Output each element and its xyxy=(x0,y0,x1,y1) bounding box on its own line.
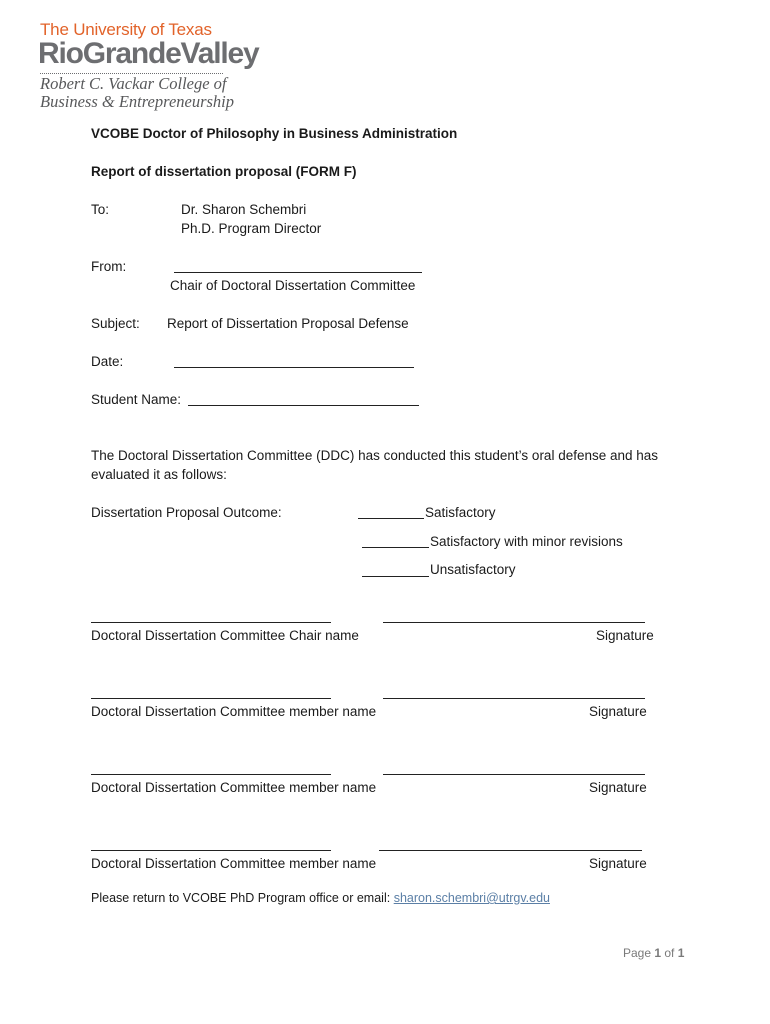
form-subtitle: Report of dissertation proposal (FORM F) xyxy=(91,164,357,179)
page-number xyxy=(623,946,684,960)
chair-signature-line[interactable] xyxy=(383,622,645,623)
logo-college-line1: Robert C. Vackar College of xyxy=(40,74,227,93)
outcome-minor-revisions-blank[interactable] xyxy=(362,547,429,548)
outcome-unsatisfactory-blank[interactable] xyxy=(362,576,429,577)
member1-name-line[interactable] xyxy=(91,698,331,699)
outcome-label: Dissertation Proposal Outcome: xyxy=(91,505,282,520)
member2-name-label: Doctoral Dissertation Committee member name xyxy=(91,780,377,795)
from-label: From: xyxy=(91,259,127,274)
member2-signature-line[interactable] xyxy=(383,774,645,775)
member3-name-line[interactable] xyxy=(91,850,331,851)
email-link[interactable]: sharon.schembri@utrgv.edu xyxy=(393,891,550,905)
paragraph-line2: evaluated it as follows: xyxy=(91,467,227,482)
member1-signature-label: Signature xyxy=(589,704,647,719)
return-note-text: Please return to VCOBE PhD Program office or email: xyxy=(91,891,394,905)
return-note xyxy=(91,891,550,905)
logo-university-text: The University of Texas xyxy=(40,20,212,39)
student-name-field-line[interactable] xyxy=(188,405,419,406)
member3-name-label: Doctoral Dissertation Committee member name xyxy=(91,856,377,871)
page-title: VCOBE Doctor of Philosophy in Business Administration xyxy=(91,126,458,141)
logo-campus-text: RioGrandeValley xyxy=(38,37,259,70)
to-name: Dr. Sharon Schembri xyxy=(181,202,307,217)
member1-signature-line[interactable] xyxy=(383,698,645,699)
outcome-option-satisfactory: Satisfactory xyxy=(425,505,496,520)
member1-name-label: Doctoral Dissertation Committee member name xyxy=(91,704,377,719)
chair-name-label: Doctoral Dissertation Committee Chair name xyxy=(91,628,359,643)
from-caption: Chair of Doctoral Dissertation Committee xyxy=(170,278,416,293)
to-label: To: xyxy=(91,202,110,217)
member3-signature-label: Signature xyxy=(589,856,647,871)
subject-label: Subject: xyxy=(91,316,140,331)
date-field-line[interactable] xyxy=(174,367,414,368)
outcome-satisfactory-blank[interactable] xyxy=(358,518,424,519)
student-name-label: Student Name: xyxy=(91,392,182,407)
paragraph-line1: The Doctoral Dissertation Committee (DDC) has conducted this student’s oral defense and has xyxy=(91,448,659,463)
chair-name-line[interactable] xyxy=(91,622,331,623)
subject-value: Report of Dissertation Proposal Defense xyxy=(167,316,409,331)
from-field-line[interactable] xyxy=(174,272,422,273)
outcome-option-minor-revisions: Satisfactory with minor revisions xyxy=(430,534,623,549)
page-total: 1 xyxy=(677,946,685,960)
page-current: 1 xyxy=(654,946,662,960)
member2-name-line[interactable] xyxy=(91,774,331,775)
member2-signature-label: Signature xyxy=(589,780,647,795)
logo-college-line2: Business & Entrepreneurship xyxy=(40,92,235,111)
page-word: Page xyxy=(623,946,655,960)
member3-signature-line[interactable] xyxy=(379,850,642,851)
to-title: Ph.D. Program Director xyxy=(181,221,322,236)
outcome-option-unsatisfactory: Unsatisfactory xyxy=(430,562,516,577)
date-label: Date: xyxy=(91,354,124,369)
page-of-word: of xyxy=(661,946,678,960)
chair-signature-label: Signature xyxy=(596,628,654,643)
